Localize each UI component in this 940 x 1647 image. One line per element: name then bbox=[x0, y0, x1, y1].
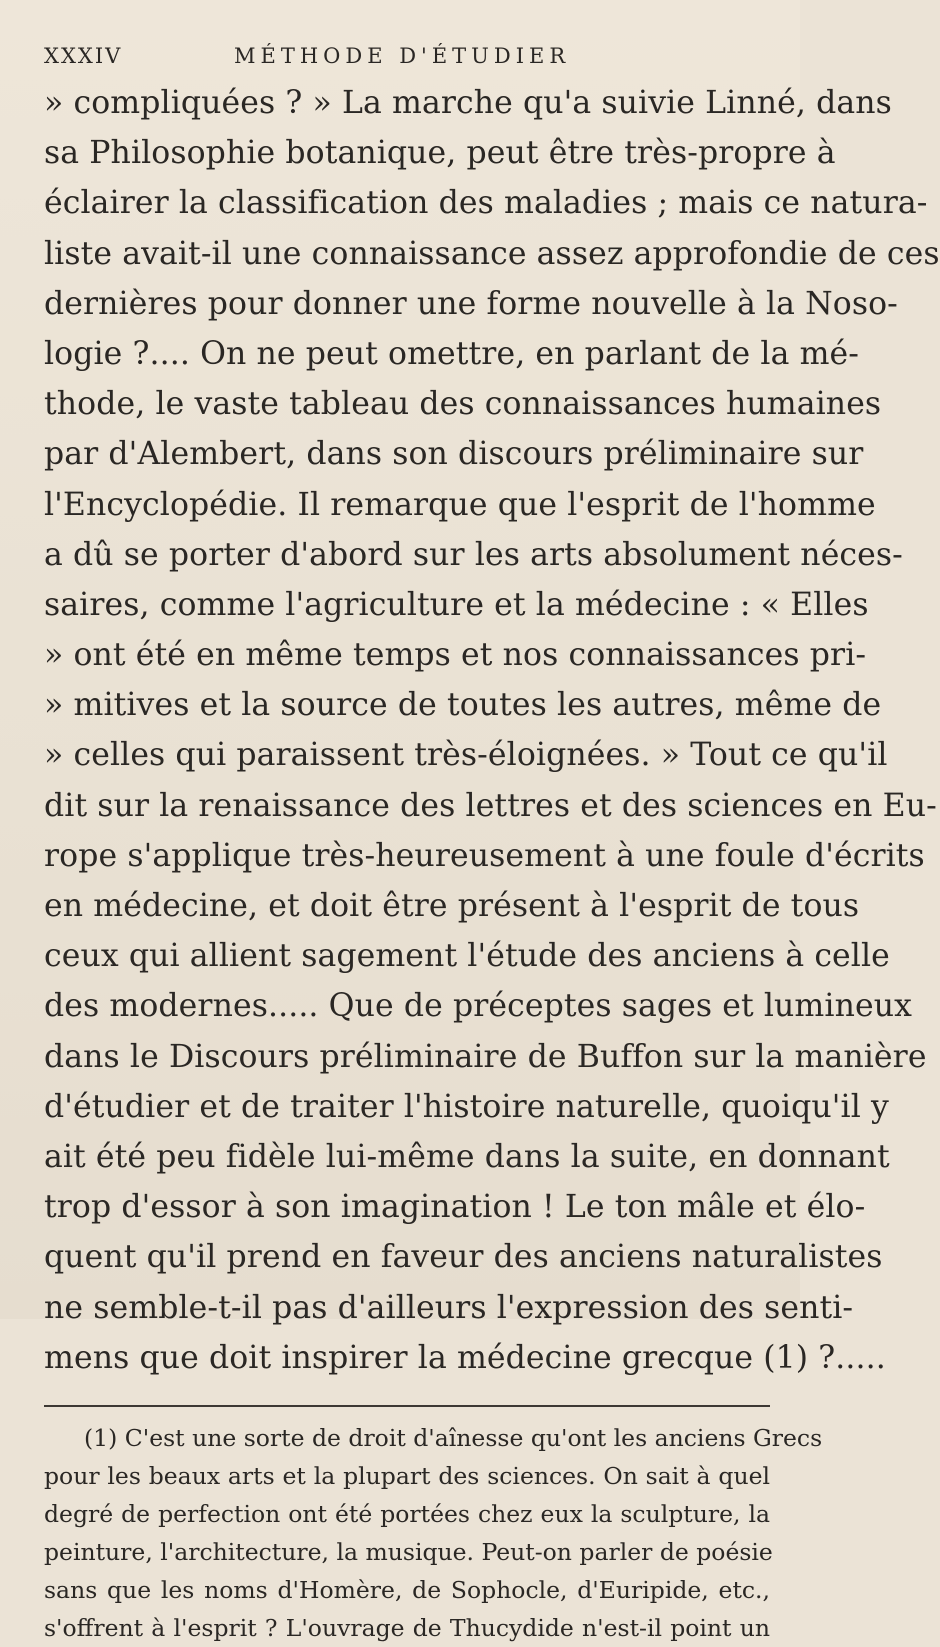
text-line: en médecine, et doit être présent à l'esprit de tous bbox=[44, 888, 860, 924]
text-line: ceux qui allient sagement l'étude des anciens à celle bbox=[44, 938, 890, 975]
text-line: » celles qui paraissent très-éloignées. » Tout ce qu'il bbox=[44, 737, 888, 774]
text-line: a dû se porter d'abord sur les arts absolument néces- bbox=[44, 536, 903, 573]
footnote-separator bbox=[44, 1405, 770, 1407]
text-line: thode, le vaste tableau des connaissances humaines bbox=[44, 386, 882, 423]
main-text bbox=[44, 78, 940, 1383]
text-line: saires, comme l'agriculture et la médecine : « Elles bbox=[44, 586, 869, 623]
text-line: par d'Alembert, dans son discours préliminaire sur bbox=[44, 436, 864, 473]
text-line: ait été peu fidèle lui-même dans la suite, en donnant bbox=[44, 1138, 890, 1175]
text-line: d'étudier et de traiter l'histoire naturelle, quoiqu'il y bbox=[44, 1088, 889, 1125]
footnote-line: pour les beaux arts et la plupart des sciences. On sait à quel bbox=[44, 1461, 770, 1490]
footnote-line: (1) C'est une sorte de droit d'aînesse qu'ont les anciens Grecs bbox=[84, 1423, 823, 1452]
footnote bbox=[44, 1419, 823, 1647]
text-line: trop d'essor à son imagination ! Le ton mâle et élo- bbox=[44, 1189, 866, 1226]
text-line: rope s'applique très-heureusement à une foule d'écrits bbox=[44, 837, 925, 874]
footnote-line: sans que les noms d'Homère, de Sophocle, d'Euripide, etc., bbox=[44, 1575, 770, 1604]
text-line: dit sur la renaissance des lettres et des sciences en Eu- bbox=[44, 787, 937, 824]
text-line: sa Philosophie botanique, peut être très-propre à bbox=[44, 135, 836, 172]
footnote-line: s'offrent à l'esprit ? L'ouvrage de Thucydide n'est-il point un bbox=[44, 1613, 770, 1642]
text-line: ne semble-t-il pas d'ailleurs l'expression des senti- bbox=[44, 1289, 854, 1326]
page-number: XXXIV bbox=[44, 44, 123, 68]
text-line: l'Encyclopédie. Il remarque que l'esprit de l'homme bbox=[44, 486, 876, 523]
text-line: quent qu'il prend en faveur des anciens naturalistes bbox=[44, 1239, 883, 1276]
footnote-line: degré de perfection ont été portées chez eux la sculpture, la bbox=[44, 1499, 770, 1528]
text-line: éclairer la classification des maladies ; mais ce natura- bbox=[44, 185, 928, 222]
text-line: mens que doit inspirer la médecine grecque (1) ?..... bbox=[44, 1339, 886, 1376]
text-line: » mitives et la source de toutes les autres, même de bbox=[44, 687, 882, 724]
page-header bbox=[44, 0, 770, 78]
text-line: des modernes..... Que de préceptes sages et lumineux bbox=[44, 988, 912, 1025]
text-line: » ont été en même temps et nos connaissances pri- bbox=[44, 637, 867, 674]
text-line: dans le Discours préliminaire de Buffon sur la manière bbox=[44, 1038, 927, 1075]
text-line: dernières pour donner une forme nouvelle à la Noso- bbox=[44, 285, 898, 322]
text-line: logie ?.... On ne peut omettre, en parlant de la mé- bbox=[44, 335, 860, 372]
running-title: MÉTHODE D'ÉTUDIER bbox=[234, 44, 571, 68]
footnote-line: peinture, l'architecture, la musique. Peut-on parler de poésie bbox=[44, 1537, 773, 1566]
text-line: » compliquées ? » La marche qu'a suivie Linné, dans bbox=[44, 85, 892, 121]
text-line: liste avait-il une connaissance assez approfondie de ces bbox=[44, 235, 940, 272]
